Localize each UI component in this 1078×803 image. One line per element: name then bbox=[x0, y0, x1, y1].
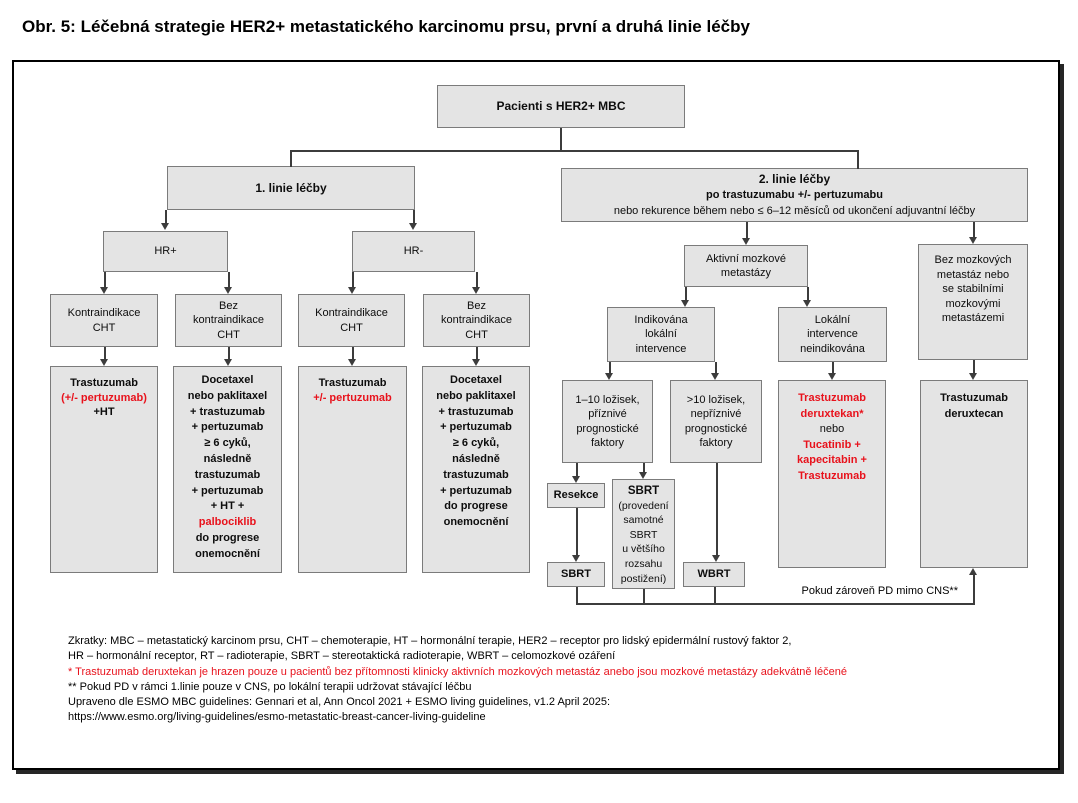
text-line: + trastuzumab bbox=[190, 405, 265, 418]
text-line: u většího bbox=[622, 543, 665, 556]
arrow-down-icon bbox=[681, 300, 689, 307]
connector bbox=[643, 463, 645, 472]
text-line: intervence bbox=[807, 328, 858, 341]
arrow-down-icon bbox=[572, 555, 580, 562]
text-line: metastázemi bbox=[941, 312, 1005, 324]
text-line: CHT bbox=[465, 328, 488, 341]
text-line: CHT bbox=[340, 321, 363, 334]
box-hr-positive: HR+ bbox=[103, 231, 228, 272]
text-line: kontraindikace bbox=[193, 314, 264, 327]
box-local-intervention-indicated bbox=[607, 307, 715, 362]
connector bbox=[352, 272, 354, 288]
box-patients-her2-mbc: Pacienti s HER2+ MBC bbox=[437, 85, 685, 128]
text-line: CHT bbox=[217, 328, 240, 341]
text-line: trastuzumab bbox=[194, 468, 261, 481]
arrow-down-icon bbox=[639, 472, 647, 479]
text-line: deruxtecan bbox=[944, 407, 1004, 420]
text-line: faktory bbox=[590, 437, 624, 449]
box-first-line: 1. linie léčby bbox=[167, 166, 415, 210]
text-line: trastuzumab bbox=[443, 468, 509, 481]
connector bbox=[290, 150, 858, 152]
text-line: příznivé bbox=[588, 408, 627, 420]
text-line: nepříznivé bbox=[690, 408, 742, 420]
connector bbox=[104, 347, 106, 359]
text-line: Indikována bbox=[634, 313, 688, 326]
text-line: nebo rekurence během nebo ≤ 6–12 měsíců od ukončení adjuvantní léčby bbox=[613, 205, 976, 217]
text-line: + HT + bbox=[210, 500, 245, 513]
text-line: do progrese bbox=[444, 500, 508, 513]
text-line: 2. linie léčby bbox=[758, 172, 831, 186]
text-line: palbociklib bbox=[198, 516, 257, 529]
box-wbrt: WBRT bbox=[683, 562, 745, 587]
connector bbox=[413, 210, 415, 224]
box-local-intervention-not-indicated bbox=[778, 307, 887, 362]
box-treatment-hrpos-cht bbox=[173, 366, 282, 573]
box-lesions-gt-10 bbox=[670, 380, 762, 463]
text-line: Trastuzumab bbox=[798, 392, 866, 404]
text-line: Docetaxel bbox=[450, 374, 502, 386]
text-line: Bez bbox=[467, 299, 486, 312]
connector bbox=[973, 360, 975, 373]
box-contraindication-cht-1 bbox=[50, 294, 158, 347]
text-line: Bez bbox=[219, 299, 238, 312]
text-line: následně bbox=[452, 452, 500, 465]
text-line: nebo paklitaxel bbox=[187, 389, 268, 402]
arrow-down-icon bbox=[828, 373, 836, 380]
footnote-abbreviations-1: Zkratky: MBC – metastatický karcinom prsu, CHT – chemoterapie, HT – hormonální terapie, HER2 – receptor pro lidský epidermální rustový faktor 2, bbox=[68, 635, 792, 647]
footnote-abbreviations-2: HR – hormonální receptor, RT – radioterapie, SBRT – stereotaktická radioterapie, WBRT – celomozkové ozáření bbox=[68, 650, 616, 663]
connector bbox=[643, 589, 645, 604]
connector bbox=[290, 150, 292, 167]
text-line: nebo paklitaxel bbox=[436, 389, 516, 402]
arrow-down-icon bbox=[742, 238, 750, 245]
text-line: (provedení bbox=[618, 499, 669, 512]
connector bbox=[973, 574, 975, 603]
arrow-down-icon bbox=[712, 555, 720, 562]
arrow-down-icon bbox=[472, 287, 480, 294]
text-line: samotné bbox=[623, 514, 664, 527]
arrow-down-icon bbox=[572, 476, 580, 483]
box-no-contraindication-cht-2 bbox=[423, 294, 530, 347]
connector bbox=[576, 603, 975, 605]
box-contraindication-cht-2 bbox=[298, 294, 405, 347]
connector bbox=[714, 587, 716, 604]
box-active-brain-mets bbox=[684, 245, 808, 287]
box-tdxd bbox=[920, 380, 1028, 568]
text-line: lokální bbox=[645, 328, 677, 341]
text-line: Docetaxel bbox=[201, 374, 254, 386]
text-line: do progrese bbox=[195, 531, 260, 544]
box-resection: Resekce bbox=[547, 483, 605, 508]
text-line: Tucatinib + bbox=[803, 438, 861, 451]
connector bbox=[576, 508, 578, 555]
text-line: SBRT bbox=[627, 485, 660, 497]
text-line: faktory bbox=[699, 437, 733, 449]
connector bbox=[576, 587, 578, 604]
text-line: prognostické bbox=[576, 422, 639, 435]
arrow-down-icon bbox=[969, 373, 977, 380]
connector bbox=[560, 128, 562, 150]
box-no-brain-mets bbox=[918, 244, 1028, 360]
connector bbox=[352, 347, 354, 359]
text-line: nebo bbox=[819, 423, 845, 435]
footnote-asterisk: * Trastuzumab deruxtekan je hrazen pouze u pacientů bez přítomnosti klinicky aktivních mozkových metastáz anebo jsou mozkové metastázy adekvátně léčené bbox=[68, 665, 847, 678]
text-line: neindikována bbox=[800, 342, 865, 355]
connector bbox=[746, 222, 748, 238]
text-line: Bez mozkových bbox=[934, 254, 1012, 266]
text-line: onemocnění bbox=[443, 516, 509, 529]
text-line: postižení) bbox=[620, 572, 667, 585]
box-second-line bbox=[561, 168, 1028, 222]
figure-title: Obr. 5: Léčebná strategie HER2+ metastatického karcinomu prsu, první a druhá linie léčby bbox=[22, 17, 750, 36]
text-line: Trastuzumab bbox=[70, 377, 138, 389]
connector bbox=[576, 463, 578, 476]
text-line: SBRT bbox=[629, 528, 658, 541]
connector bbox=[715, 362, 717, 373]
text-line: kontraindikace bbox=[441, 314, 512, 327]
box-tdxd-or-tucatinib bbox=[778, 380, 886, 568]
footnote-double-asterisk: ** Pokud PD v rámci 1.linie pouze v CNS, po lokální terapii udržovat stávající léčbu bbox=[68, 680, 472, 693]
box-sbrt-alone bbox=[612, 479, 675, 589]
arrow-down-icon bbox=[348, 287, 356, 294]
text-line: Kontraindikace bbox=[315, 307, 388, 319]
text-line: následně bbox=[203, 452, 252, 465]
text-line: Trastuzumab bbox=[940, 392, 1008, 404]
arrow-up-icon bbox=[969, 568, 977, 575]
connector bbox=[228, 347, 230, 359]
text-line: +HT bbox=[93, 406, 115, 418]
arrow-down-icon bbox=[409, 223, 417, 230]
arrow-down-icon bbox=[803, 300, 811, 307]
box-treatment-hrpos-contra bbox=[50, 366, 158, 573]
arrow-down-icon bbox=[969, 237, 977, 244]
text-line: Kontraindikace bbox=[67, 307, 141, 319]
connector bbox=[228, 272, 230, 288]
text-line: 1–10 ložisek, bbox=[575, 393, 640, 406]
text-line: po trastuzumabu +/- pertuzumabu bbox=[706, 189, 883, 201]
text-line: prognostické bbox=[684, 422, 748, 435]
text-line: metastáz nebo bbox=[936, 268, 1010, 281]
footnote-source: Upraveno dle ESMO MBC guidelines: Gennari et al, Ann Oncol 2021 + ESMO living guidelines, v1.2 April 2025: bbox=[68, 696, 611, 709]
label-pd-outside-cns: Pokud zároveň PD mimo CNS** bbox=[801, 585, 958, 597]
text-line: + pertuzumab bbox=[191, 484, 264, 497]
text-line: Trastuzumab bbox=[318, 377, 387, 389]
text-line: + trastuzumab bbox=[438, 405, 514, 418]
text-line: ≥ 6 cyků, bbox=[204, 437, 251, 450]
arrow-down-icon bbox=[472, 359, 480, 366]
box-treatment-hrneg-cht bbox=[422, 366, 530, 573]
text-line: +/- pertuzumab bbox=[313, 391, 392, 404]
box-hr-negative: HR- bbox=[352, 231, 475, 272]
text-line: + pertuzumab bbox=[440, 421, 512, 434]
text-line: Aktivní mozkové bbox=[705, 252, 787, 265]
text-line: rozsahu bbox=[624, 557, 663, 570]
arrow-down-icon bbox=[348, 359, 356, 366]
text-line: + pertuzumab bbox=[440, 484, 512, 497]
text-line: kapecitabin + bbox=[796, 454, 867, 466]
text-line: + pertuzumab bbox=[191, 421, 264, 434]
box-no-contraindication-cht-1 bbox=[175, 294, 282, 347]
text-line: metastázy bbox=[720, 267, 772, 279]
text-line: Trastuzumab bbox=[798, 469, 866, 482]
text-line: >10 ložisek, bbox=[686, 393, 746, 406]
arrow-down-icon bbox=[100, 287, 108, 294]
connector bbox=[165, 210, 167, 224]
footnote-source-url: https://www.esmo.org/living-guidelines/esmo-metastatic-breast-cancer-living-guideline bbox=[68, 711, 486, 724]
connector bbox=[973, 222, 975, 237]
connector bbox=[685, 287, 687, 300]
text-line: onemocnění bbox=[195, 547, 260, 560]
connector bbox=[716, 463, 718, 555]
connector bbox=[476, 272, 478, 288]
arrow-down-icon bbox=[224, 287, 232, 294]
text-line: deruxtekan* bbox=[800, 407, 864, 420]
arrow-down-icon bbox=[100, 359, 108, 366]
connector bbox=[832, 362, 834, 373]
box-treatment-hrneg-contra bbox=[298, 366, 407, 573]
text-line: (+/- pertuzumab) bbox=[61, 391, 147, 404]
connector bbox=[609, 362, 611, 373]
arrow-down-icon bbox=[711, 373, 719, 380]
footnotes bbox=[68, 634, 847, 726]
box-sbrt: SBRT bbox=[547, 562, 605, 587]
text-line: Lokální bbox=[814, 313, 851, 326]
arrow-down-icon bbox=[605, 373, 613, 380]
connector bbox=[807, 287, 809, 300]
connector bbox=[476, 347, 478, 359]
text-line: ≥ 6 cyků, bbox=[452, 437, 500, 450]
arrow-down-icon bbox=[224, 359, 232, 366]
connector bbox=[857, 150, 859, 169]
box-lesions-1-10 bbox=[562, 380, 653, 463]
text-line: se stabilními bbox=[942, 283, 1004, 295]
text-line: intervence bbox=[635, 342, 687, 355]
connector bbox=[104, 272, 106, 288]
text-line: mozkovými bbox=[945, 297, 1001, 310]
text-line: CHT bbox=[92, 321, 116, 334]
arrow-down-icon bbox=[161, 223, 169, 230]
